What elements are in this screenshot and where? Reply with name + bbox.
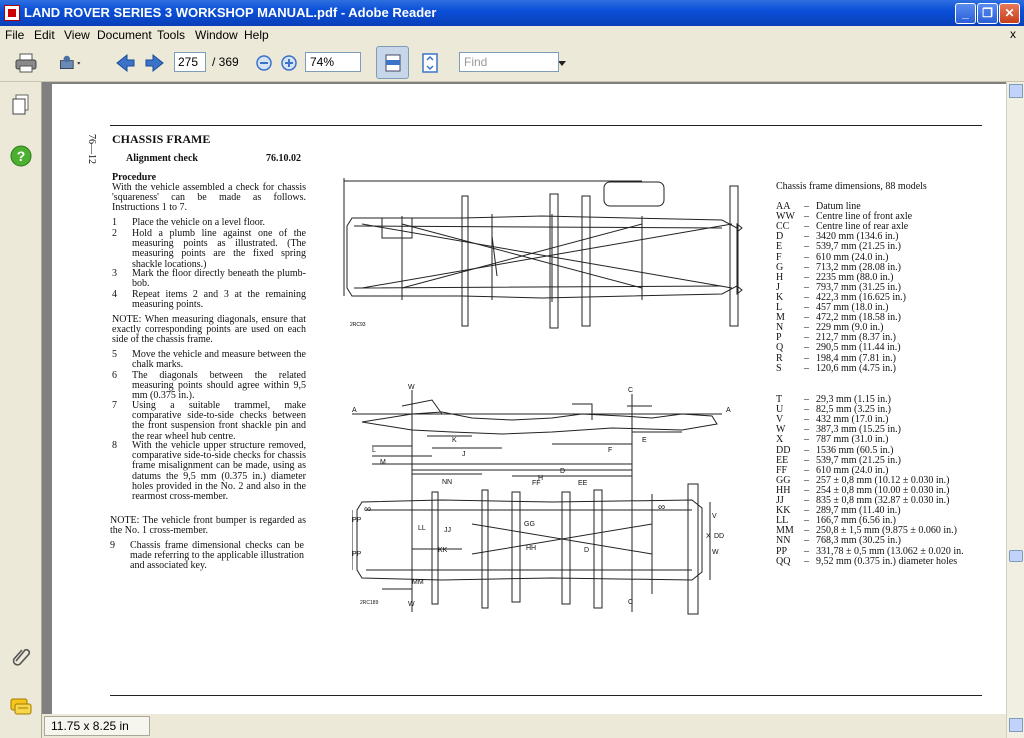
dimension-key: NN: [776, 535, 791, 547]
page-total: / 369: [212, 55, 239, 69]
dimension-dash: –: [804, 484, 809, 496]
dimension-key: MM: [776, 525, 794, 537]
label-x: X: [706, 533, 711, 540]
step-number: 5: [112, 349, 117, 360]
label-ee: EE: [578, 480, 588, 487]
organizer-icon[interactable]: [58, 52, 82, 74]
dimension-value: 432 mm (17.0 in.): [816, 414, 889, 426]
step-number: 8: [112, 440, 117, 451]
dimension-value: 539,7 mm (21.25 in.): [816, 454, 901, 466]
dimension-key: F: [776, 251, 782, 263]
dimension-dash: –: [804, 291, 809, 303]
label-kk: KK: [438, 547, 448, 554]
label-pp: PP: [352, 517, 362, 524]
dimension-dash: –: [804, 515, 809, 527]
dimension-key: PP: [776, 545, 788, 557]
operation-number: 76.10.02: [266, 153, 301, 164]
dimension-value: 331,78 ± 0,5 mm (13.062 ± 0.020 in.: [816, 545, 964, 557]
dimension-key: G: [776, 261, 784, 273]
pdf-page: [52, 84, 1006, 714]
dimension-dash: –: [804, 211, 809, 223]
maximize-button[interactable]: ❐: [977, 3, 998, 24]
dimension-key: Q: [776, 342, 784, 354]
dimension-key: L: [776, 302, 783, 313]
label-mm: MM: [412, 579, 424, 586]
dimension-value: 457 mm (18.0 in.): [816, 302, 889, 313]
dimension-row: [776, 495, 1006, 505]
label-a: A: [726, 407, 731, 414]
attachments-icon[interactable]: [10, 645, 32, 667]
dimension-value: Datum line: [816, 201, 861, 212]
label-d: D: [584, 547, 590, 554]
label-dd: DD: [714, 533, 725, 540]
vertical-scrollbar[interactable]: [1006, 82, 1024, 738]
dimension-value: 229 mm (9.0 in.): [816, 322, 884, 334]
fit-width-button[interactable]: [376, 46, 409, 79]
dimension-key: V: [776, 414, 784, 426]
label-j: J: [462, 451, 466, 458]
dimension-dash: –: [804, 545, 809, 557]
step-number: 7: [112, 400, 117, 411]
step-text: With the vehicle upper structure removed, comparative side-to-side checks for chassis frame misalignment can be made, using as datums the 9,5 mm (0.375 in.) diameter holes provided in the No. 2 and also in the rearmost cross-member.: [132, 440, 306, 503]
label-e: E: [642, 437, 647, 444]
section-subheading: Alignment check: [126, 153, 198, 164]
header-rule: [110, 125, 982, 126]
dimension-dash: –: [804, 312, 809, 324]
label-h: H: [538, 475, 544, 482]
menu-bar: [0, 26, 1024, 44]
scroll-down-button[interactable]: [1009, 718, 1023, 732]
dimension-value: 422,3 mm (16.625 in.): [816, 291, 906, 303]
note-bumper: NOTE: The vehicle front bumper is regarded as the No. 1 cross-member.: [110, 515, 306, 537]
minimize-button[interactable]: _: [955, 3, 976, 24]
step-text: Place the vehicle on a level floor.: [132, 217, 266, 228]
dimension-value: 768,3 mm (30.25 in.): [816, 535, 901, 547]
dimension-dash: –: [804, 394, 809, 405]
dimension-value: 610 mm (24.0 in.): [816, 464, 889, 476]
label-d: D: [560, 468, 566, 475]
footer-rule: [110, 695, 982, 696]
dimension-key: FF: [776, 464, 788, 476]
procedure-title: Procedure: [112, 172, 157, 183]
dimension-key: DD: [776, 444, 791, 456]
print-icon[interactable]: [14, 52, 38, 74]
menu-document[interactable]: Document: [97, 28, 152, 42]
menu-tools[interactable]: Tools: [157, 28, 186, 42]
dimension-dash: –: [804, 454, 809, 466]
label-w: W: [408, 601, 415, 608]
dimension-dash: –: [804, 281, 809, 293]
dimension-dash: –: [804, 555, 809, 567]
page-reference: 76—12: [86, 134, 97, 164]
title-bar: [0, 0, 1024, 26]
dimension-key: W: [776, 424, 786, 436]
status-bar: [42, 714, 1006, 738]
window-title: LAND ROVER SERIES 3 WORKSHOP MANUAL.pdf - Adobe Reader: [24, 5, 437, 20]
dimension-dash: –: [804, 322, 809, 334]
zoom-in-icon[interactable]: [277, 52, 301, 74]
dimension-dash: –: [804, 271, 809, 283]
dimension-key: EE: [776, 454, 789, 466]
scroll-up-button[interactable]: [1009, 84, 1023, 98]
label-nn: NN: [442, 479, 453, 486]
dimension-value: 166,7 mm (6.56 in.): [816, 515, 896, 527]
step-number: 4: [112, 289, 117, 300]
dimension-row: [776, 262, 1006, 272]
label-c: C: [628, 387, 634, 394]
dimension-value: 2235 mm (88.0 in.): [816, 271, 894, 283]
dimension-row: [776, 322, 1006, 332]
dimension-row: [776, 353, 1006, 363]
dimension-row: [776, 221, 1006, 231]
dimension-value: 610 mm (24.0 in.): [816, 251, 889, 263]
dimension-key: GG: [776, 474, 791, 486]
dimension-value: 254 ± 0,8 mm (10.00 ± 0.030 in.): [816, 484, 950, 496]
dimension-dash: –: [804, 424, 809, 436]
dimension-dash: –: [804, 302, 809, 313]
dimension-key: N: [776, 322, 784, 334]
dimension-row: [776, 445, 1006, 455]
dimension-value: 472,2 mm (18.58 in.): [816, 312, 901, 324]
previous-page-icon[interactable]: [113, 52, 137, 74]
dimension-dash: –: [804, 241, 809, 253]
note-diagonals: NOTE: When measuring diagonals, ensure that exactly corresponding points are used on each side of the chassis frame.: [112, 314, 306, 346]
dimension-dash: –: [804, 505, 809, 517]
dimension-dash: –: [804, 495, 809, 506]
page-heading: CHASSIS FRAME: [112, 132, 211, 146]
dimension-row: [776, 272, 1006, 282]
dimension-key: LL: [776, 515, 789, 527]
label-ff: FF: [532, 480, 541, 487]
dimension-row: [776, 505, 1006, 515]
dimension-row: [776, 546, 1006, 556]
dimension-row: [776, 332, 1006, 342]
dimension-row: [776, 455, 1006, 465]
comments-icon[interactable]: [9, 696, 33, 718]
label-gg: GG: [524, 521, 535, 528]
dimension-value: Centre line of rear axle: [816, 221, 909, 233]
dimension-value: 250,8 ± 1,5 mm (9.875 ± 0.060 in.): [816, 525, 957, 537]
dimension-dash: –: [804, 352, 809, 364]
label-k: K: [452, 437, 457, 444]
dimension-row: [776, 201, 1006, 211]
label-pp: PP: [352, 551, 362, 558]
menu-help[interactable]: Help: [244, 28, 269, 42]
dimension-row: [776, 535, 1006, 545]
dimension-value: 387,3 mm (15.25 in.): [816, 424, 901, 436]
dimension-row: [776, 404, 1006, 414]
scroll-thumb[interactable]: [1009, 550, 1023, 562]
help-icon[interactable]: [10, 145, 32, 167]
zoom-out-icon[interactable]: [252, 52, 276, 74]
label-l: L: [372, 447, 376, 454]
dimension-dash: –: [804, 434, 809, 446]
dimension-dash: –: [804, 362, 809, 374]
adobe-reader-icon: [4, 5, 20, 21]
step-text: Using a suitable trammel, make comparative side-to-side checks between the front suspension front shackle pin and the rear wheel hub centre.: [132, 400, 306, 442]
pages-icon[interactable]: [11, 94, 31, 116]
step-text: The diagonals between the related measuring points should agree within 9,5 mm (0.375 in.).: [132, 370, 306, 402]
dimension-row: [776, 302, 1006, 312]
svg-text:?: ?: [16, 148, 26, 164]
dimension-dash: –: [804, 464, 809, 476]
document-viewport[interactable]: [42, 82, 1006, 714]
dimension-dash: –: [804, 221, 809, 233]
dimension-key: S: [776, 362, 782, 374]
menu-window[interactable]: Window: [195, 28, 238, 42]
dimension-row: [776, 342, 1006, 352]
dimension-dash: –: [804, 251, 809, 263]
dimension-key: J: [776, 281, 780, 293]
label-c: C: [628, 599, 634, 606]
dimension-dash: –: [804, 201, 809, 212]
dimension-row: [776, 231, 1006, 241]
dimension-key: U: [776, 404, 784, 416]
find-input[interactable]: Find: [459, 52, 559, 72]
dimension-value: 257 ± 0,8 mm (10.12 ± 0.030 in.): [816, 474, 950, 486]
dimension-row: [776, 525, 1006, 535]
dimension-row: [776, 363, 1006, 373]
label-hh: HH: [526, 545, 537, 552]
dimension-value: 82,5 mm (3.25 in.): [816, 404, 891, 416]
dimension-key: HH: [776, 484, 791, 496]
dimension-key: KK: [776, 505, 791, 517]
dimension-key: WW: [776, 211, 795, 223]
dimension-dash: –: [804, 332, 809, 344]
fit-width-icon: [383, 53, 403, 73]
dimension-dash: –: [804, 231, 809, 243]
dimension-key: D: [776, 231, 784, 243]
step-text: Chassis frame dimensional checks can be made referring to the applicable illustration and associated key.: [130, 540, 304, 572]
symbol-infinity: ∞: [658, 502, 666, 513]
chassis-dimension-figure: [352, 384, 742, 629]
dimension-row: [776, 485, 1006, 495]
menu-file[interactable]: File: [5, 28, 25, 42]
dimension-dash: –: [804, 261, 809, 273]
label-v: V: [712, 513, 717, 520]
label-ll: LL: [418, 525, 426, 532]
menu-edit[interactable]: Edit: [34, 28, 55, 42]
dimension-row: [776, 312, 1006, 322]
dimension-dash: –: [804, 342, 809, 354]
dimension-value: 29,3 mm (1.15 in.): [816, 394, 891, 405]
dimension-key: R: [776, 352, 783, 364]
page-size-indicator: 11.75 x 8.25 in: [44, 716, 150, 736]
dimension-value: 793,7 mm (31.25 in.): [816, 281, 901, 293]
dimension-key: P: [776, 332, 782, 344]
chassis-diagonal-figure: [342, 176, 752, 336]
dimension-row: [776, 414, 1006, 424]
dimension-dash: –: [804, 535, 809, 547]
dimension-row: [776, 282, 1006, 292]
dimension-key: X: [776, 434, 784, 446]
close-button[interactable]: ✕: [999, 3, 1020, 24]
step-text: Hold a plumb line against one of the measuring points as illustrated. (The measuring points are the fixed spring shackle locations.): [132, 228, 306, 270]
dimension-row: [776, 211, 1006, 221]
dimension-row: [776, 475, 1006, 485]
dimension-key: QQ: [776, 555, 791, 567]
dimension-dash: –: [804, 474, 809, 486]
dimension-value: 290,5 mm (11.44 in.): [816, 342, 901, 354]
symbol-infinity: ∞: [364, 504, 372, 515]
dimension-value: 539,7 mm (21.25 in.): [816, 241, 901, 253]
dimension-value: 120,6 mm (4.75 in.): [816, 362, 896, 374]
label-f: F: [608, 447, 613, 454]
label-jj: JJ: [444, 527, 451, 534]
label-w: W: [408, 384, 415, 391]
label-a: A: [352, 407, 357, 414]
step-text: Mark the floor directly beneath the plumb-bob.: [132, 268, 306, 290]
menu-view[interactable]: View: [64, 28, 90, 42]
dimension-key: CC: [776, 221, 790, 233]
close-document-button[interactable]: x: [1010, 27, 1016, 41]
step-number: 3: [112, 268, 117, 279]
dimension-dash: –: [804, 414, 809, 426]
dimension-key: M: [776, 312, 785, 324]
dimension-row: [776, 292, 1006, 302]
step-number: 9: [110, 540, 115, 551]
dimension-row: [776, 241, 1006, 251]
dimension-value: 9,52 mm (0.375 in.) diameter holes: [816, 555, 958, 567]
page-number-input[interactable]: 275: [174, 52, 206, 72]
dimension-value: 787 mm (31.0 in.): [816, 434, 889, 446]
dimension-value: Centre line of front axle: [816, 211, 913, 223]
zoom-input[interactable]: 74%: [305, 52, 361, 72]
dimension-row: [776, 465, 1006, 475]
dimension-value: 3420 mm (134.6 in.): [816, 231, 899, 243]
dimension-key: JJ: [776, 495, 784, 506]
dimension-row: [776, 252, 1006, 262]
dimension-row: [776, 434, 1006, 444]
dimension-value: 198,4 mm (7.81 in.): [816, 352, 896, 364]
dimension-key: K: [776, 291, 784, 303]
figure-1-ref: 2RC93: [350, 322, 366, 328]
figure-2-ref: 2RC189: [360, 600, 379, 606]
navigation-sidebar: [0, 82, 42, 738]
dimension-dash: –: [804, 404, 809, 416]
dimension-value: 1536 mm (60.5 in.): [816, 444, 894, 456]
dimension-row: [776, 424, 1006, 434]
fit-page-icon[interactable]: [418, 52, 442, 74]
step-text: Repeat items 2 and 3 at the remaining measuring points.: [132, 289, 306, 311]
dimension-key: AA: [776, 201, 791, 212]
dimension-value: 289,7 mm (11.40 in.): [816, 505, 901, 517]
step-number: 1: [112, 217, 117, 228]
dimension-value: 835 ± 0,8 mm (32.87 ± 0.030 in.): [816, 495, 950, 506]
step-number: 2: [112, 228, 117, 239]
dimensions-title: Chassis frame dimensions, 88 models: [776, 181, 927, 192]
label-w: W: [712, 549, 719, 556]
dimension-value: 212,7 mm (8.37 in.): [816, 332, 896, 344]
label-m: M: [380, 459, 386, 466]
dimension-value: 713,2 mm (28.08 in.): [816, 261, 901, 273]
dimension-key: H: [776, 271, 784, 283]
dimension-key: T: [776, 394, 783, 405]
dimension-row: [776, 515, 1006, 525]
dimension-key: E: [776, 241, 783, 253]
procedure-intro: With the vehicle assembled a check for chassis 'squareness' can be made as follows. Instructions 1 to 7.: [112, 182, 306, 214]
dimension-row: [776, 556, 1006, 566]
next-page-icon[interactable]: [143, 52, 167, 74]
dimension-dash: –: [804, 444, 809, 456]
dimension-dash: –: [804, 525, 809, 537]
dimension-row: [776, 394, 1006, 404]
step-number: 6: [112, 370, 117, 381]
step-text: Move the vehicle and measure between the chalk marks.: [132, 349, 306, 371]
